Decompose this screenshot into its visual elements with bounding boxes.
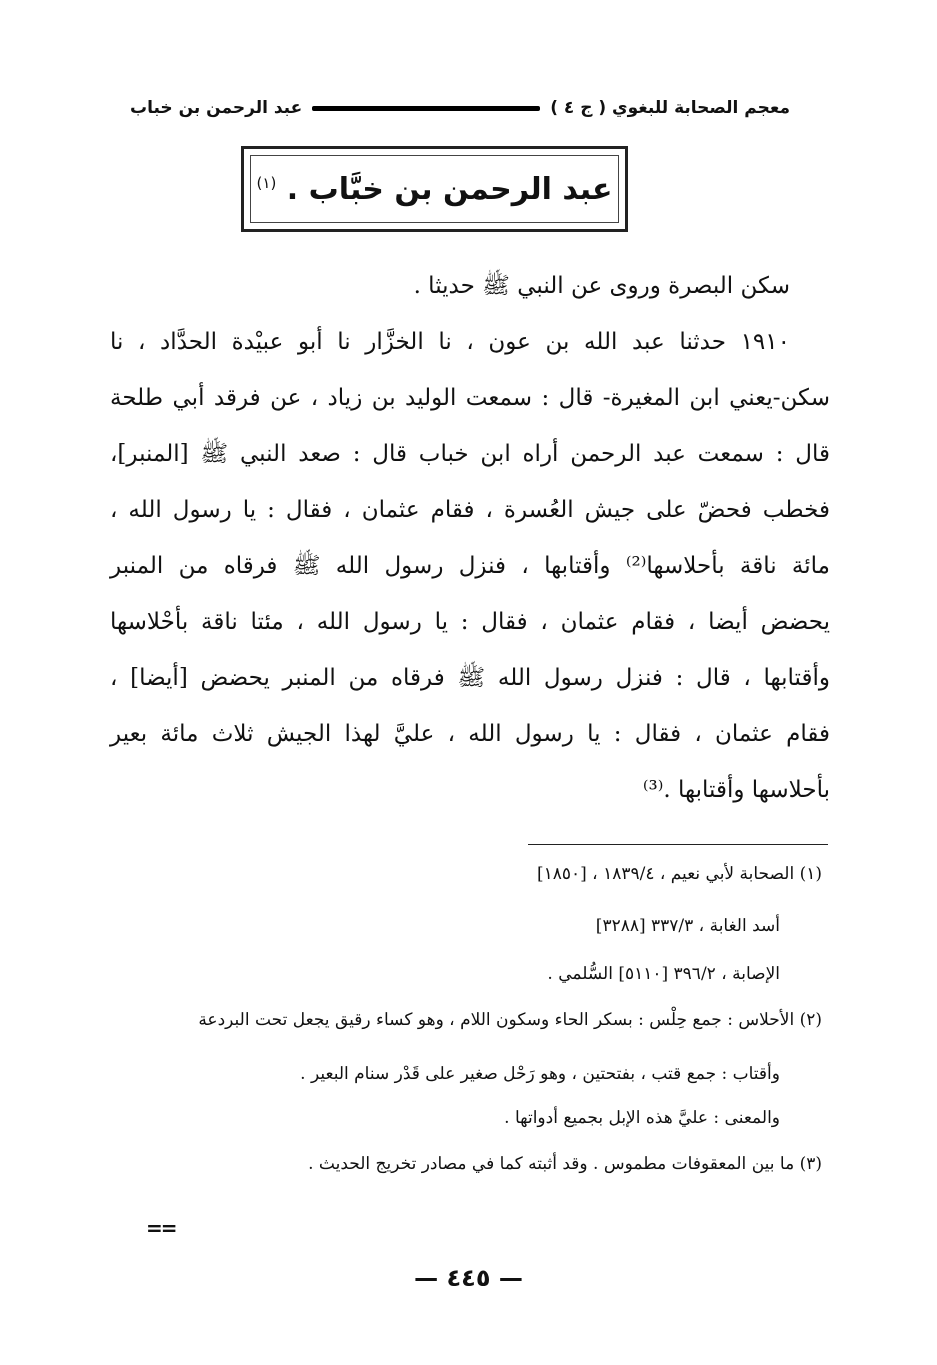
footnote-line: الإصابة ، ٣٩٦/٢ [٥١١٠] السُّلمي . xyxy=(547,964,780,984)
footnote-line: (٢) الأحلاس : جمع حِلْس : بسكر الحاء وسكون اللام ، وهو كساء رقيق يجعل تحت البردعة xyxy=(198,1010,822,1030)
entry-title-frame xyxy=(250,155,619,223)
body-line: وأقتابها ، قال : فنزل رسول الله ﷺ فرقاه من المنبر يحضض [أيضا] ، xyxy=(110,665,830,691)
footnote-line: أسد الغابة ، ٣٣٧/٣ [٣٢٨٨] xyxy=(595,916,780,936)
footnote-line: وأقتاب : جمع قتب ، بفتحتين ، وهو رَحْل صغير على قَدْر سنام البعير . xyxy=(300,1064,780,1084)
page-number: — ٤٤٥ — xyxy=(414,1264,523,1292)
footnote-separator xyxy=(528,844,828,845)
body-line: فخطب فحضّ على جيش العُسرة ، فقام عثمان ، فقال : يا رسول الله ، xyxy=(110,497,830,523)
body-line: يحضض أيضا ، فقام عثمان ، فقال : يا رسول الله ، مئتا ناقة بأحْلاسها xyxy=(110,609,830,635)
entry-title xyxy=(257,172,613,207)
body-line: سكن البصرة وروى عن النبي ﷺ حديثا . xyxy=(413,273,790,299)
entry-title-footnote-ref: (١) xyxy=(256,173,277,192)
body-line: مائة ناقة بأحلاسها⁽²⁾ وأقتابها ، فنزل رسول الله ﷺ فرقاه من المنبر xyxy=(110,553,830,579)
body-line: سكن-يعني ابن المغيرة- قال : سمعت الوليد بن زياد ، عن فرقد أبي طلحة xyxy=(110,385,830,411)
body-line: فقام عثمان ، فقال : يا رسول الله ، عليَّ لهذا الجيش ثلاث مائة بعير xyxy=(110,721,830,747)
entry-title-text: عبد الرحمن بن خبَّاب . xyxy=(286,171,613,207)
hadith-body xyxy=(110,258,830,818)
entry-title-box xyxy=(241,146,628,232)
header-rule xyxy=(312,106,540,111)
body-line: ١٩١٠ حدثنا عبد الله بن عون ، نا الخزَّار نا أبو عبيْدة الحدَّاد ، نا xyxy=(110,329,790,355)
running-header xyxy=(130,96,790,120)
body-line: قال : سمعت عبد الرحمن أراه ابن خباب قال : صعد النبي ﷺ [المنبر]، xyxy=(110,441,830,467)
book-title: معجم الصحابة للبغوي ( ج ٤ ) xyxy=(550,98,790,118)
end-mark: == xyxy=(146,1216,176,1240)
footnote-line: والمعنى : عليَّ هذه الإبل بجميع أدواتها . xyxy=(504,1108,780,1128)
footnote-line: (٣) ما بين المعقوفات مطموس . وقد أثبته كما في مصادر تخريج الحديث . xyxy=(308,1154,822,1174)
entry-name: عبد الرحمن بن خباب xyxy=(130,98,303,118)
footnote-line: (١) الصحابة لأبي نعيم ، ١٨٣٩/٤ ، [١٨٥٠] xyxy=(536,864,822,884)
body-line: بأحلاسها وأقتابها .⁽³⁾ xyxy=(642,777,830,803)
